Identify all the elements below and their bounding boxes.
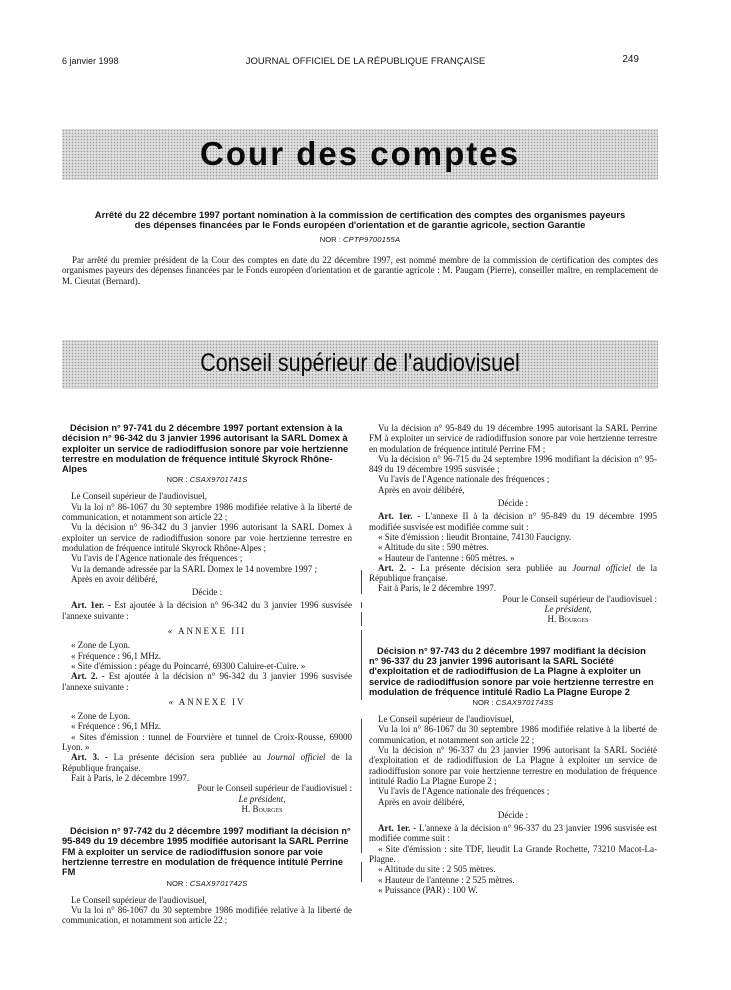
annexe-line: « Zone de Lyon.	[71, 711, 130, 722]
header-date: 6 janvier 1998	[62, 56, 119, 66]
decide-label: Décide :	[191, 587, 223, 598]
decide-label: Décide :	[497, 809, 529, 820]
annexe-line: « Site d'émission : site TDF, lieudit La Grande Rochette, 73210 Macot-La-Plagne.	[369, 843, 657, 864]
fait-a-paris: Fait à Paris, le 2 décembre 1997.	[71, 772, 189, 783]
paragraph: Vu la décision n° 96-337 du 23 janvier 1996 autorisant la SARL Société d'exploitation et de radiodiffusion de La Plagne à exploiter un service de radiodiffusion sonore par voie hertzienne terrestre en modulation de fréquence intitulé Radio La Plagne Europe 2 ;	[369, 745, 657, 786]
decision-97-742-continued	[369, 423, 657, 625]
column-rule	[361, 612, 362, 626]
cour-banner	[62, 129, 658, 180]
decision-97-742	[62, 826, 352, 925]
paragraph: Vu la décision n° 96-342 du 3 janvier 1996 autorisant la SARL Domex à exploiter un service de radiodiffusion sonore par voie hertzienne terrestre en modulation de fréquence intitulé Skyrock Rhône-Alpes ;	[62, 522, 352, 553]
header-page-number: 249	[622, 54, 639, 65]
paragraph: Vu la demande adressée par la SARL Domex le 14 novembre 1997 ;	[71, 563, 318, 574]
annexe-line: « Fréquence : 96,1 MHz.	[71, 721, 161, 732]
signature-block: Le président, H. Bourges	[544, 604, 592, 625]
paragraph: Après en avoir délibéré,	[378, 484, 465, 495]
paragraph: Vu l'avis de l'Agence nationale des fréquences ;	[378, 786, 550, 797]
article-1: Art. 1er. - Est ajoutée à la décision n° 96-342 du 3 janvier 1996 susvisée l'annexe suivante :	[62, 600, 352, 621]
cour-nor: NOR : CPTP9700155A	[319, 234, 401, 244]
column-rule	[361, 719, 362, 853]
column-rule	[361, 630, 362, 700]
article-2: Art. 2. - La présente décision sera publiée au Journal officiel de la République française.	[369, 562, 657, 584]
column-rule	[361, 862, 362, 882]
header-journal: JOURNAL OFFICIEL DE LA RÉPUBLIQUE FRANÇAISE	[245, 56, 486, 67]
annexe-line: « Altitude du site : 2 505 mètres.	[378, 864, 496, 875]
annexe-line: « Fréquence : 96,1 MHz.	[71, 650, 161, 661]
decision-nor: NOR : CSAX9701742S	[166, 878, 248, 888]
column-rule	[361, 602, 362, 608]
annexe-line: « Site d'émission : lieudit Brontaine, 74130 Faucigny.	[378, 531, 572, 542]
paragraph: Vu l'avis de l'Agence nationale des fréquences ;	[71, 553, 243, 564]
paragraph: Après en avoir délibéré,	[378, 796, 465, 807]
paragraph: Le Conseil supérieur de l'audiovisuel,	[71, 894, 207, 905]
paragraph: Vu la décision n° 95-849 du 19 décembre 1995 autorisant la SARL Perrine FM à exploiter un service de radiodiffusion sonore par voie hertzienne terrestre en modulation de fréquence intitulé Perrine FM ;	[369, 423, 657, 454]
cour-arrete-body: Par arrêté du premier président de la Cour des comptes en date du 22 décembre 1997, est nommé membre de la commission de certification des comptes des organismes payeurs des dépenses financées par le Fonds européen d'orientation et de garantie agricole : M. Paugam (Pierre), conseiller maître, en remplacement de M. Cieutat (Bernard).	[62, 254, 658, 286]
annexe-line: « Site d'émission : péage du Poincarré, 69300 Caluire-et-Cuire. »	[71, 660, 306, 671]
article-1: Art. 1er. - L'annexe à la décision n° 96-337 du 23 janvier 1996 susvisée est modifiée comme suit :	[369, 823, 657, 844]
paragraph: Vu la loi n° 86-1067 du 30 septembre 1986 modifiée relative à la liberté de communication, et notamment son article 22 ;	[369, 724, 657, 745]
decide-label: Décide :	[497, 498, 529, 509]
paragraph: Vu la loi n° 86-1067 du 30 septembre 1986 modifiée relative à la liberté de communication, et notamment son article 22 ;	[62, 904, 352, 926]
annexe-line: « Puissance (PAR) : 100 W.	[378, 884, 478, 895]
decision-97-743	[369, 646, 657, 896]
article-2: Art. 2. - Est ajoutée à la décision n° 96-342 du 3 janvier 1996 susvisée l'annexe suivante :	[62, 671, 352, 692]
paragraph: Vu l'avis de l'Agence nationale des fréquences ;	[378, 474, 550, 485]
decision-title: Décision n° 97-741 du 2 décembre 1997 portant extension à la décision n° 96-342 du 3 janvier 1996 autorisant la SARL Domex à exploiter un service de radiodiffusion sonore par voie hertzienne terrestre en modulation de fréquence intitulé Skyrock Rhône-Alpes	[62, 423, 349, 475]
column-rule	[361, 570, 362, 594]
decision-nor: NOR : CSAX9701741S	[166, 475, 248, 485]
cour-arrete	[62, 210, 658, 286]
csa-banner-title: Conseil supérieur de l'audiovisuel	[200, 349, 520, 377]
article-3: Art. 3. - La présente décision sera publiée au Journal officiel de la République française.	[62, 752, 352, 773]
decision-97-741	[62, 423, 352, 814]
right-column	[369, 423, 657, 895]
signature-pour: Pour le Conseil supérieur de l'audiovisuel :	[197, 783, 352, 794]
fait-a-paris: Fait à Paris, le 2 décembre 1997.	[378, 583, 496, 594]
csa-banner	[62, 340, 658, 389]
annexe-line: « Hauteur de l'antenne : 605 mètres. »	[378, 552, 515, 563]
decision-title: Décision n° 97-743 du 2 décembre 1997 modifiant la décision n° 96-337 du 23 janvier 1996 autorisant la SARL Société d'exploitation et de radiodiffusion de La Plagne à exploiter un service de radiodiffusion sonore par voie hertzienne terrestre en modulation de fréquence intitulé Radio La Plagne Europe 2	[369, 645, 654, 697]
cour-arrete-title: Arrêté du 22 décembre 1997 portant nomination à la commission de certification des comptes des organismes payeurs des dépenses financées par le Fonds européen d'orientation et de garantie agricole, section Garantie	[94, 209, 626, 231]
annexe-line: « Altitude du site : 590 mètres.	[378, 542, 489, 553]
annexe-line: « Hauteur de l'antenne : 2 525 mètres.	[378, 874, 515, 885]
cour-banner-title: Cour des comptes	[200, 135, 520, 172]
annexe-heading: « ANNEXE III	[167, 626, 247, 637]
signature-pour: Pour le Conseil supérieur de l'audiovisuel :	[502, 593, 657, 604]
decision-title: Décision n° 97-742 du 2 décembre 1997 modifiant la décision n° 95-849 du 19 décembre 1995 modifiée autorisant la SARL Perrine FM à exploiter un service de radiodiffusion sonore par voie hertzienne terrestre en modulation de fréquence intitulé Perrine FM	[62, 826, 351, 878]
paragraph: Après en avoir délibéré,	[71, 573, 158, 584]
annexe-line: « Zone de Lyon.	[71, 640, 130, 651]
left-column	[62, 423, 352, 925]
annexe-line: « Sites d'émission : tunnel de Fourvière et tunnel de Croix-Rousse, 69000 Lyon. »	[62, 731, 352, 753]
signature-block: Le président, H. Bourges	[238, 793, 286, 814]
article-1: Art. 1er. - L'annexe II à la décision n° 95-849 du 19 décembre 1995 modifiée susvisée est modifiée comme suit :	[369, 511, 657, 532]
paragraph: Le Conseil supérieur de l'audiovisuel,	[71, 491, 207, 502]
paragraph: Le Conseil supérieur de l'audiovisuel,	[378, 714, 514, 725]
paragraph: Vu la décision n° 96-715 du 24 septembre 1996 modifiant la décision n° 95-849 du 19 décembre 1995 susvisée ;	[369, 453, 657, 475]
annexe-heading: « ANNEXE IV	[168, 696, 246, 707]
paragraph: Vu la loi n° 86-1067 du 30 septembre 1986 modifiée relative à la liberté de communication, et notamment son article 22 ;	[62, 501, 352, 523]
decision-nor: NOR : CSAX9701743S	[472, 698, 554, 708]
